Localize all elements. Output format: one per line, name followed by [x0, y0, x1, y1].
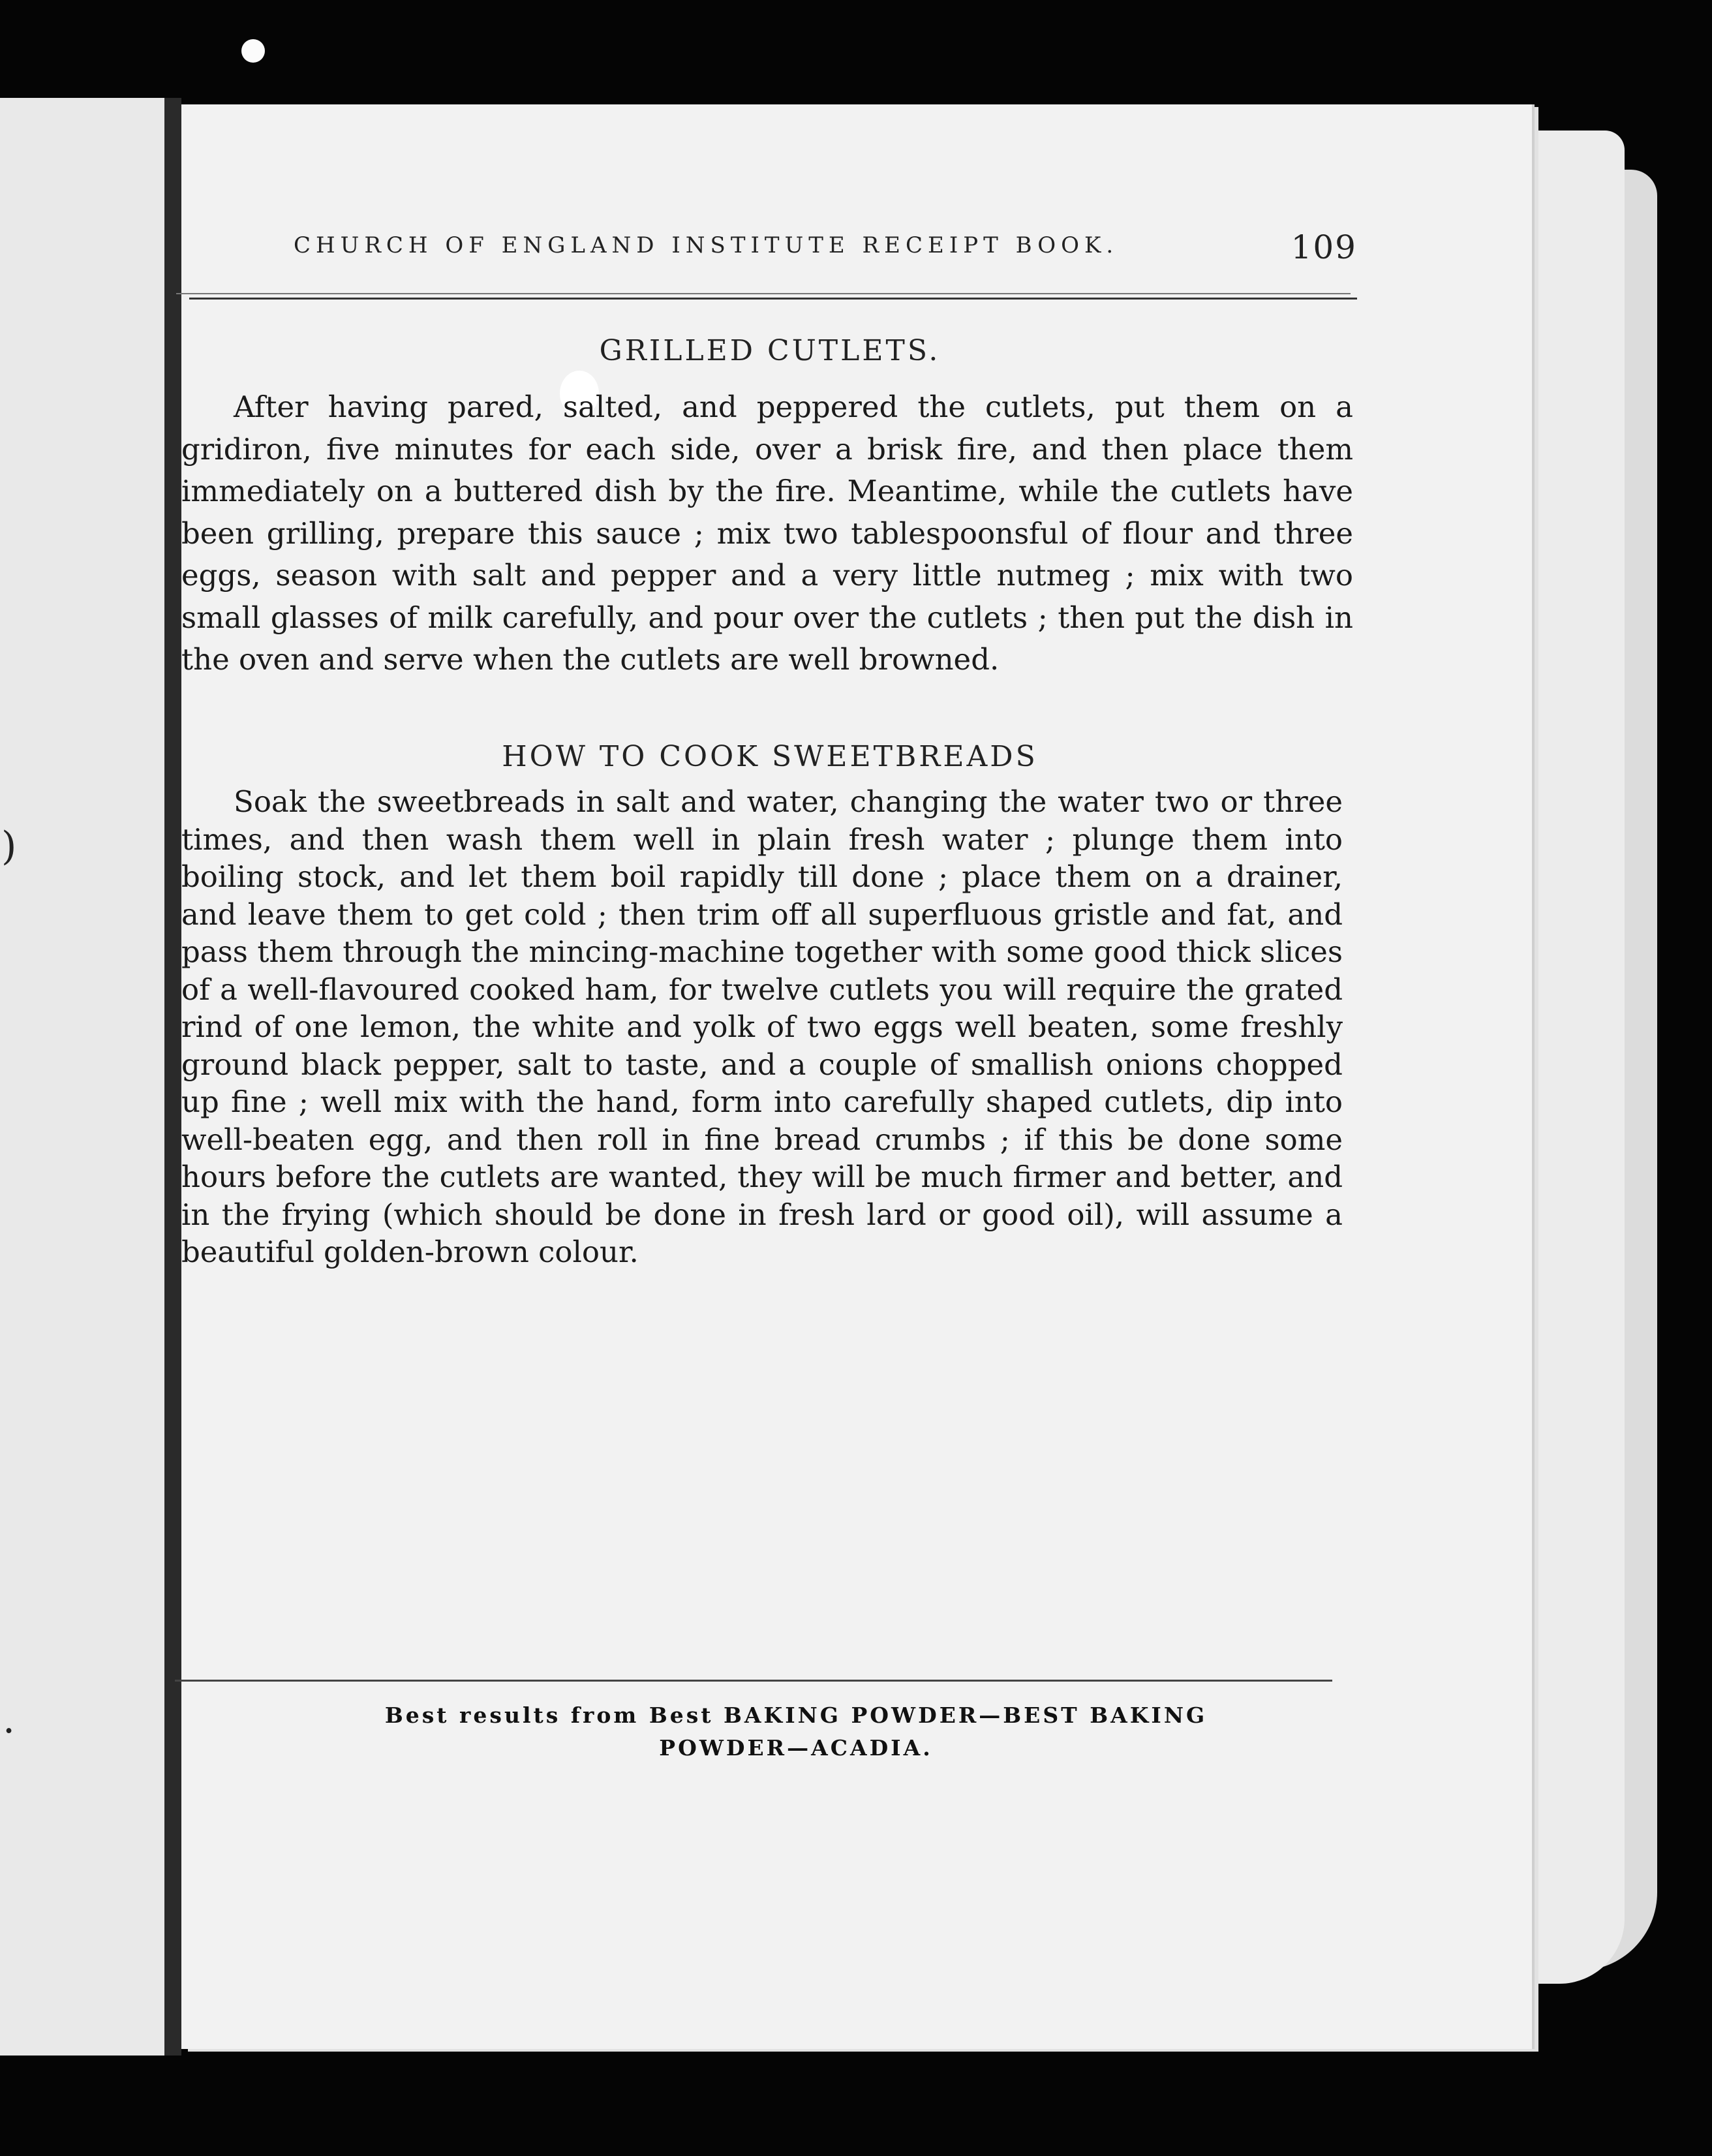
- section-title-grilled-cutlets: GRILLED CUTLETS.: [599, 334, 941, 367]
- header-rule: [176, 293, 1351, 294]
- footer-line: Best results from Best BAKING POWDER—BEST BAKING: [384, 1702, 1208, 1728]
- facing-page-edge: [0, 98, 164, 2056]
- advertisement-footer: [274, 1699, 1318, 1764]
- header-rule: [189, 298, 1357, 300]
- section-title-sweetbreads: HOW TO COOK SWEETBREADS: [502, 740, 1038, 773]
- footer-line: POWDER—ACADIA.: [659, 1735, 933, 1761]
- section-body-grilled-cutlets: [181, 386, 1353, 681]
- header-title: CHURCH OF ENGLAND INSTITUTE RECEIPT BOOK.: [294, 232, 1119, 258]
- book-gutter: [164, 98, 181, 2056]
- facing-page-mark: .: [3, 1697, 16, 1742]
- paragraph: After having pared, salted, and peppered the cutlets, put them on a gridiron, five minutes for each side, over a brisk fire, and then place them immediately on a buttered dish by the fire. Meantime, while the cutlets have been grilling, prepare this sauce ; mix two tablespoonsful of flour and three eggs, season with salt and pepper and a very little nutmeg ; mix with two small glasses of milk carefully, and pour over the cutlets ; then put the dish in the oven and serve when the cutlets are well browned.: [181, 390, 1353, 677]
- section-body-sweetbreads: [181, 783, 1343, 1271]
- footer-rule: [175, 1680, 1332, 1682]
- page-number: 109: [1291, 228, 1357, 266]
- paragraph: Soak the sweetbreads in salt and water, changing the water two or three times, and then wash them well in plain fresh water ; plunge them into boiling stock, and let them boil rapidly till done ; place them on a drainer, and leave them to get cold ; then trim off all superfluous gristle and fat, and pass them through the mincing-machine together with some good thick slices of a well-flavoured cooked ham, for twelve cutlets you will require the grated rind of one lemon, the white and yolk of two eggs well beaten, some freshly ground black pepper, salt to taste, and a couple of smallish onions chopped up fine ; well mix with the hand, form into carefully shaped cutlets, dip into well-beaten egg, and then roll in fine bread crumbs ; if this be done some hours before the cutlets are wanted, they will be much firmer and better, and in the frying (which should be done in fresh lard or good oil), will assume a beautiful golden-brown colour.: [181, 784, 1343, 1269]
- facing-page-mark: ): [1, 824, 17, 869]
- speck: [241, 39, 265, 63]
